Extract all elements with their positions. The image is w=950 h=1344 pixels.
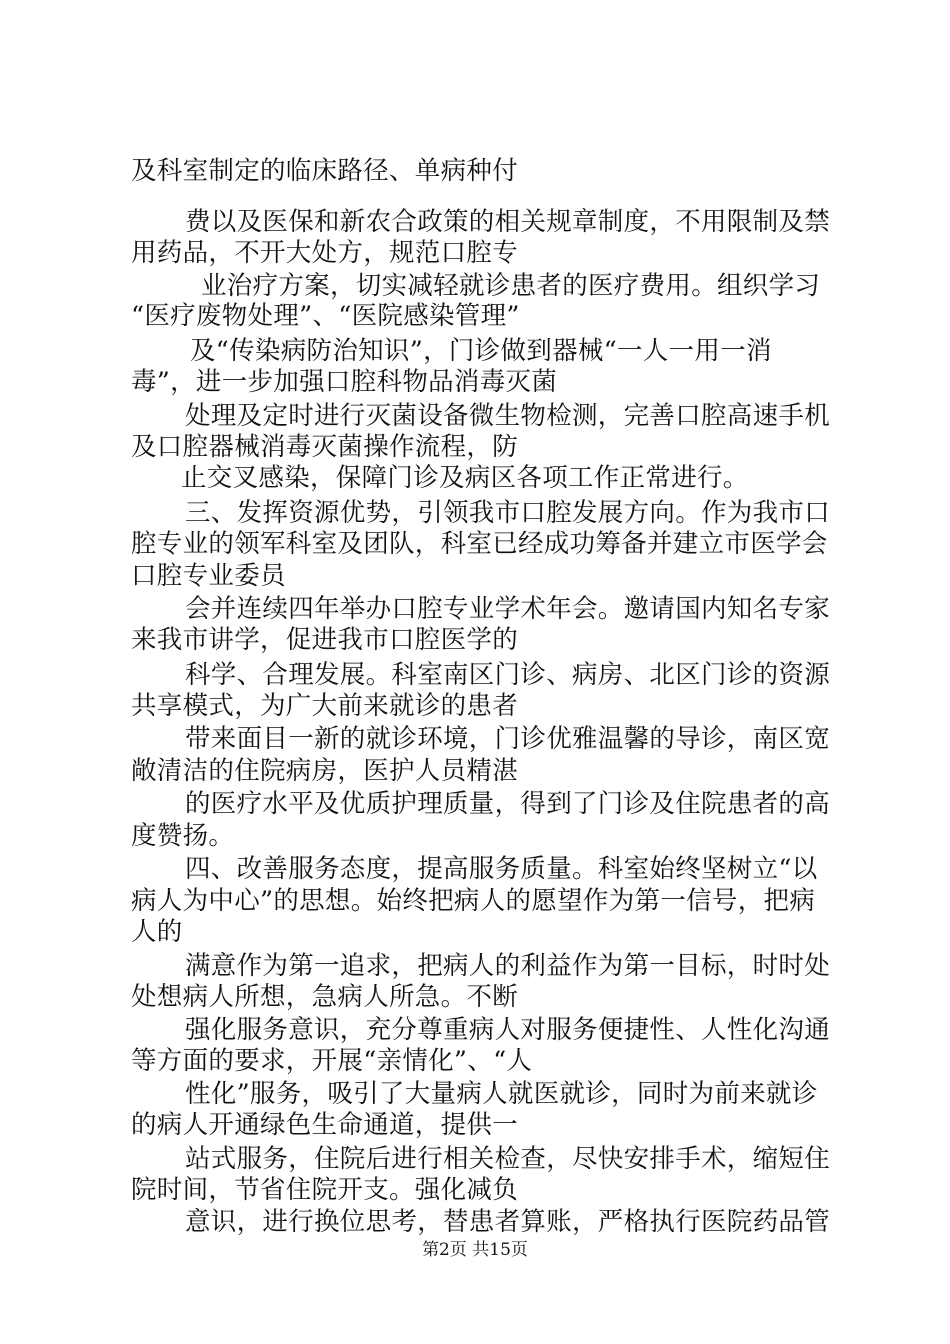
text-line: 口腔专业委员 (131, 561, 286, 591)
text-line: 毒”，进一步加强口腔科物品消毒灭菌 (131, 367, 558, 397)
page-footer: 第2页 共15页 (422, 1240, 528, 1260)
text-line: 四、改善服务态度，提高服务质量。科室始终坚树立“以 (185, 854, 818, 884)
text-line: 及“传染病防治知识”，门诊做到器械“一人一用一消 (190, 336, 772, 366)
text-line: 及口腔器械消毒灭菌操作流程，防 (131, 432, 519, 462)
text-line: 院时间，节省住院开支。强化减负 (131, 1175, 519, 1205)
text-line: 腔专业的领军科室及团队，科室已经成功筹备并建立市医学会 (131, 529, 828, 559)
text-line: 业治疗方案，切实减轻就诊患者的医疗费用。组织学习 (201, 271, 821, 301)
text-line: 人的 (131, 917, 183, 947)
text-line: 用药品，不开大处方，规范口腔专 (131, 238, 519, 268)
text-line: 站式服务，住院后进行相关检查，尽快安排手术，缩短住 (185, 1144, 831, 1174)
text-line: 度赞扬。 (131, 821, 235, 851)
text-line: 的病人开通绿色生命通道，提供一 (131, 1110, 519, 1140)
text-line: 处理及定时进行灭菌设备微生物检测，完善口腔高速手机 (185, 401, 831, 431)
text-line: 来我市讲学，促进我市口腔医学的 (131, 625, 519, 655)
text-line: 会并连续四年举办口腔专业学术年会。邀请国内知名专家 (185, 594, 831, 624)
text-line: 性化”服务，吸引了大量病人就医就诊，同时为前来就诊 (185, 1079, 818, 1109)
text-line: “医疗废物处理”、“医院感染管理” (131, 301, 520, 331)
text-line: 止交叉感染，保障门诊及病区各项工作正常进行。 (181, 463, 749, 493)
text-line: 费以及医保和新农合政策的相关规章制度，不用限制及禁 (185, 207, 831, 237)
text-line: 意识，进行换位思考，替患者算账，严格执行医院药品管 (185, 1207, 831, 1237)
text-line: 带来面目一新的就诊环境，门诊优雅温馨的导诊，南区宽 (185, 724, 831, 754)
text-line: 及科室制定的临床路径、单病种付 (131, 156, 519, 186)
text-line: 敞清洁的住院病房，医护人员精湛 (131, 756, 519, 786)
text-line: 共享模式，为广大前来就诊的患者 (131, 691, 519, 721)
text-line: 病人为中心”的思想。始终把病人的愿望作为第一信号，把病 (131, 886, 816, 916)
text-line: 的医疗水平及优质护理质量，得到了门诊及住院患者的高 (185, 789, 831, 819)
text-line: 强化服务意识，充分尊重病人对服务便捷性、人性化沟通 (185, 1015, 831, 1045)
text-line: 满意作为第一追求，把病人的利益作为第一目标，时时处 (185, 951, 831, 981)
text-line: 等方面的要求，开展“亲情化”、“人 (131, 1046, 533, 1076)
text-line: 科学、合理发展。科室南区门诊、病房、北区门诊的资源 (185, 660, 831, 690)
text-line: 处想病人所想，急病人所急。不断 (131, 982, 519, 1012)
text-line: 三、发挥资源优势，引领我市口腔发展方向。作为我市口 (185, 498, 831, 528)
